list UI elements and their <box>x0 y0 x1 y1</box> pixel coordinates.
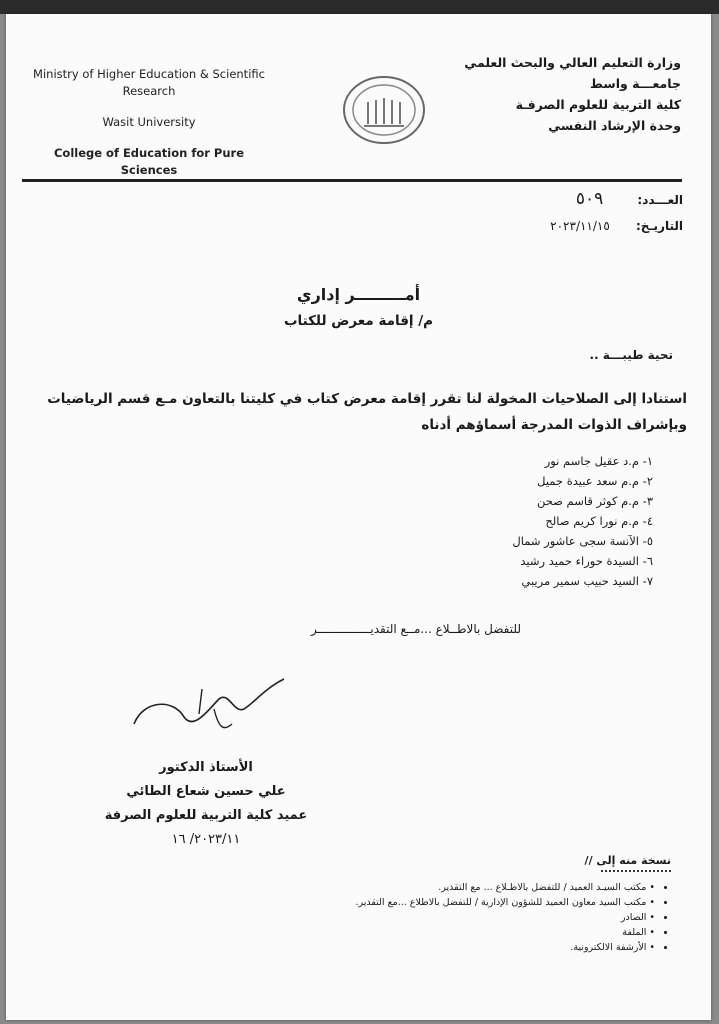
list-item: ٧- السيد حبيب سمير مريبي <box>521 574 653 588</box>
list-item: • • مكتب السيـد العميد / للتفضل بالاطـلاع ... مع التقدير. <box>175 882 655 893</box>
order-title: أمـــــــــر إداري <box>296 285 421 304</box>
unit-ar: وحدة الإرشاد النفسي <box>548 118 681 133</box>
date-value: ٢٠٢٣/١١/١٥ <box>550 219 610 233</box>
order-subject: م/ إقامة معرض للكتاب <box>283 313 434 329</box>
date-label: التاريـخ: <box>636 219 683 233</box>
number-label: العـــدد: <box>637 193 683 207</box>
college-ar: كلية التربية للعلوم الصرفـة <box>515 97 681 112</box>
window-edge <box>0 0 719 14</box>
ref-date-row <box>423 213 683 239</box>
list-item: ١- م.د عقيل جاسم نور <box>544 454 653 468</box>
header-ar <box>441 52 681 136</box>
title-block <box>6 282 711 334</box>
college-en: College of Education for Pure Sciences <box>53 146 244 177</box>
number-value: ٥٠٩ <box>575 189 604 209</box>
list-item: ٣- م.م كوثر قاسم صحن <box>536 494 653 508</box>
university-en: Wasit University <box>102 115 196 129</box>
signatory-date: ٢٠٢٣/١١/ ١٦ <box>171 832 241 847</box>
closing-line: للتفضل بالاطــلاع ...مــع التقديـــــــــــــــر <box>311 622 521 636</box>
header-en <box>24 66 274 179</box>
list-item: ٥- الآنسة سجى عاشور شمال <box>512 534 653 548</box>
signature <box>124 669 294 749</box>
signatory-title: الأستاذ الدكتور <box>159 760 253 775</box>
ministry-ar: وزارة التعليم العالي والبحث العلمي <box>464 55 681 70</box>
list-item: ٤- م.م نورا كريم صالح <box>545 514 653 528</box>
greeting: تحية طيبـــة .. <box>589 348 673 362</box>
university-ar: جامعـــة واسط <box>590 76 681 91</box>
signatory-name: علي حسين شعاع الطائي <box>126 784 286 799</box>
seal-icon <box>338 72 430 148</box>
list-item: ٦- السيدة حوراء حميد رشيد <box>520 554 653 568</box>
signature-icon <box>124 669 294 749</box>
ref-block <box>423 186 683 239</box>
ministry-en: Ministry of Higher Education & Scientific Research <box>33 67 265 98</box>
signatory-block <box>96 756 316 852</box>
body-line-1: استنادا إلى الصلاحيات المخولة لنا تقرر إقامة معرض كتاب في كليتنا بالتعاون مـع قسم الرياضيات <box>47 391 687 407</box>
university-seal <box>338 72 430 148</box>
header-divider <box>22 179 682 182</box>
body-paragraph <box>27 386 687 438</box>
list-item: • • الصادر <box>175 912 655 923</box>
list-item: ٢- م.م سعد عبيدة جميل <box>537 474 653 488</box>
list-item: • • الملفة <box>175 927 655 938</box>
copies-underline <box>601 870 671 872</box>
list-item: • • مكتب السيد معاون العميد للشؤون الإدارية / للتفضل بالاطلاع ...مع التقدير. <box>175 897 655 908</box>
list-item: • • الأرشفة الالكترونية. <box>175 942 655 953</box>
names-list <box>353 454 653 594</box>
ref-number-row <box>423 186 683 213</box>
signatory-position: عميد كلية التربية للعلوم الصرفة <box>104 808 308 823</box>
copies-heading: نسخة منه إلى // <box>584 854 671 867</box>
body-line-2: وبإشراف الذوات المدرجة أسماؤهم أدناه <box>421 417 687 433</box>
document-page <box>6 14 711 1020</box>
copies-list <box>175 882 671 957</box>
